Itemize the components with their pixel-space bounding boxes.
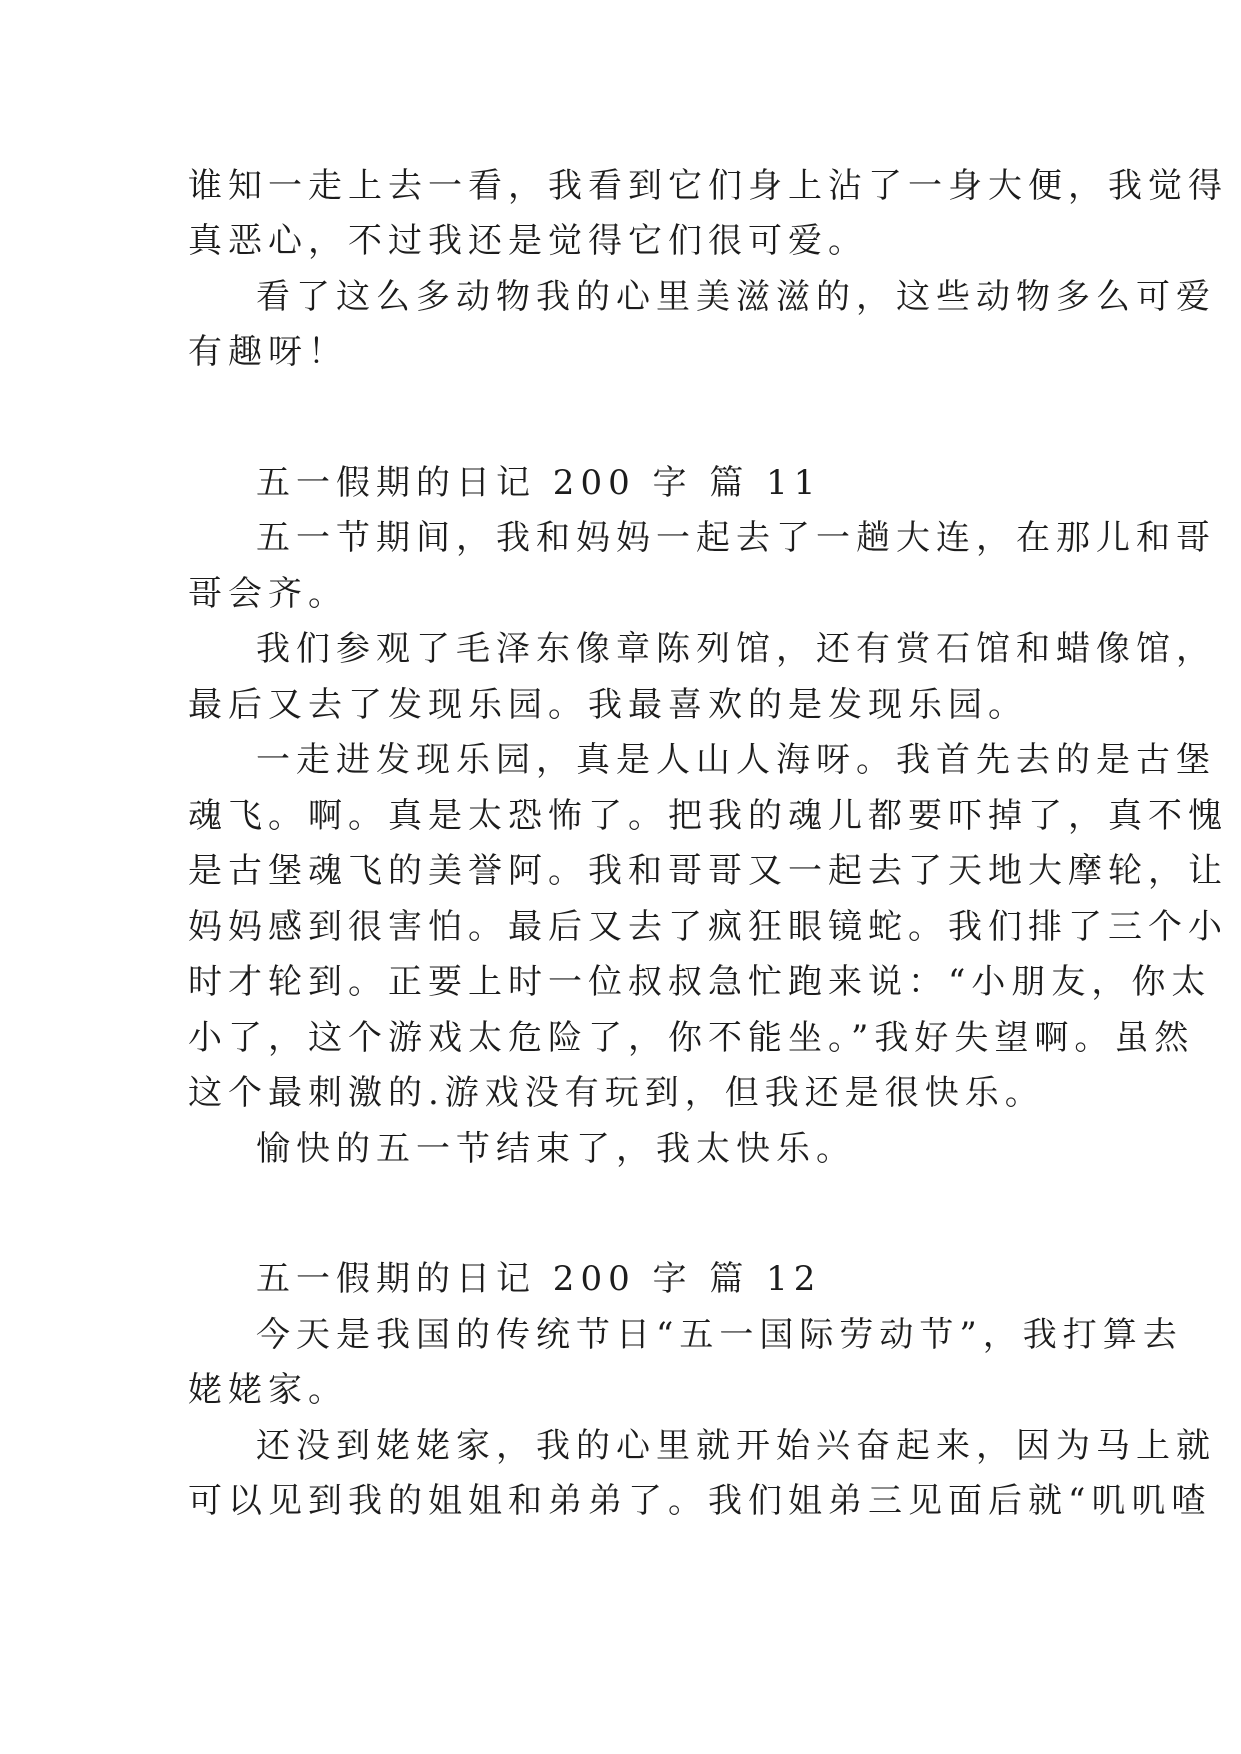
- text-line: 一走进发现乐园，真是人山人海呀。我首先去的是古堡: [256, 740, 1216, 780]
- text-line: 姥姥家。: [188, 1370, 348, 1410]
- text-line: 妈妈感到很害怕。最后又去了疯狂眼镜蛇。我们排了三个小: [188, 907, 1228, 947]
- text-line: 可以见到我的姐姐和弟弟了。我们姐弟三见面后就“叽叽喳: [188, 1481, 1212, 1521]
- text-line: 还没到姥姥家，我的心里就开始兴奋起来，因为马上就: [256, 1426, 1216, 1466]
- text-line: 哥会齐。: [188, 574, 348, 614]
- text-line: 最后又去了发现乐园。我最喜欢的是发现乐园。: [188, 685, 1028, 725]
- text-line: 看了这么多动物我的心里美滋滋的，这些动物多么可爱: [256, 277, 1216, 317]
- text-line: 时才轮到。正要上时一位叔叔急忙跑来说：“小朋友，你太: [188, 962, 1212, 1002]
- section-heading: 五一假期的日记 200 字 篇 12: [256, 1259, 822, 1299]
- text-line: 我们参观了毛泽东像章陈列馆，还有赏石馆和蜡像馆，: [256, 629, 1216, 669]
- text-line: 魂飞。啊。真是太恐怖了。把我的魂儿都要吓掉了，真不愧: [188, 796, 1228, 836]
- text-line: 小了，这个游戏太危险了，你不能坐。”我好失望啊。虽然: [188, 1018, 1195, 1058]
- section-heading: 五一假期的日记 200 字 篇 11: [256, 463, 822, 503]
- text-line: 是古堡魂飞的美誉阿。我和哥哥又一起去了天地大摩轮，让: [188, 851, 1228, 891]
- text-line: 愉快的五一节结束了，我太快乐。: [256, 1129, 856, 1169]
- text-line: 五一节期间，我和妈妈一起去了一趟大连，在那儿和哥: [256, 518, 1216, 558]
- text-line: 有趣呀！: [188, 332, 348, 372]
- text-line: 这个最刺激的.游戏没有玩到，但我还是很快乐。: [188, 1073, 1045, 1113]
- text-line: 今天是我国的传统节日“五一国际劳动节”，我打算去: [256, 1315, 1183, 1355]
- text-line: 谁知一走上去一看，我看到它们身上沾了一身大便，我觉得: [188, 166, 1228, 206]
- text-line: 真恶心，不过我还是觉得它们很可爱。: [188, 221, 868, 261]
